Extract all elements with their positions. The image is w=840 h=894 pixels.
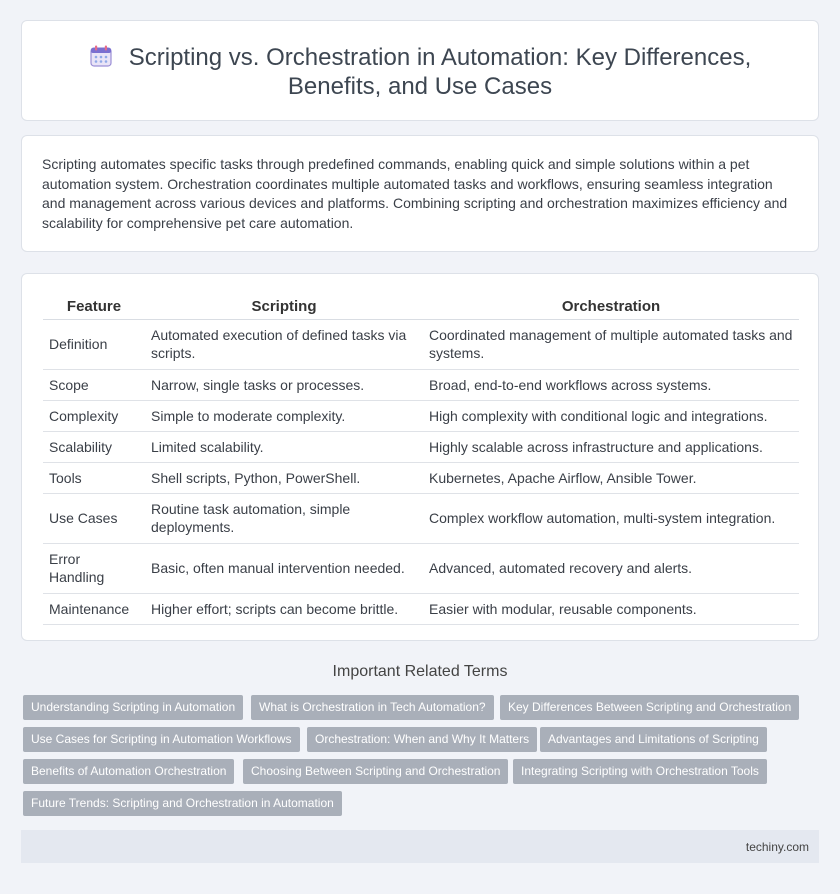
orchestration-cell: Advanced, automated recovery and alerts. bbox=[423, 543, 799, 593]
table-header-row bbox=[43, 295, 799, 319]
title-card bbox=[21, 20, 819, 121]
title-line-2: Benefits, and Use Cases bbox=[287, 73, 553, 100]
orchestration-cell: Highly scalable across infrastructure and applications. bbox=[423, 431, 799, 462]
table-row bbox=[43, 493, 799, 543]
scripting-cell: Narrow, single tasks or processes. bbox=[145, 369, 423, 400]
orchestration-cell: Easier with modular, reusable components. bbox=[423, 593, 799, 624]
related-tag[interactable]: Orchestration: When and Why It Matters bbox=[307, 727, 537, 752]
intro-paragraph: Scripting automates specific tasks through predefined commands, enabling quick and simple solutions within a pet automation system. Orchestration coordinates multiple automated tasks and workflows, ensuring seamless integration and management across various devices and platforms. Combining scripting and orchestration maximizes efficiency and scalability for comprehensive pet care automation. bbox=[42, 156, 788, 231]
scripting-cell: Basic, often manual intervention needed. bbox=[145, 543, 423, 593]
calendar-icon bbox=[89, 44, 113, 68]
scripting-cell: Routine task automation, simple deployments. bbox=[145, 493, 423, 543]
table-row bbox=[43, 319, 799, 369]
feature-cell: Error Handling bbox=[43, 543, 145, 593]
table-row bbox=[43, 593, 799, 624]
related-terms-title: Important Related Terms bbox=[332, 663, 508, 680]
feature-cell: Scope bbox=[43, 369, 145, 400]
table-row bbox=[43, 431, 799, 462]
table-row bbox=[43, 369, 799, 400]
footer bbox=[21, 830, 819, 863]
related-tag[interactable]: Benefits of Automation Orchestration bbox=[23, 759, 234, 784]
related-tag[interactable]: Advantages and Limitations of Scripting bbox=[540, 727, 767, 752]
related-tag[interactable]: Use Cases for Scripting in Automation Workflows bbox=[23, 727, 300, 752]
related-tag[interactable]: Choosing Between Scripting and Orchestration bbox=[243, 759, 508, 784]
scripting-cell: Automated execution of defined tasks via scripts. bbox=[145, 319, 423, 369]
table-row bbox=[43, 400, 799, 431]
orchestration-cell: Kubernetes, Apache Airflow, Ansible Tower. bbox=[423, 462, 799, 493]
feature-cell: Maintenance bbox=[43, 593, 145, 624]
orchestration-cell: Coordinated management of multiple automated tasks and systems. bbox=[423, 319, 799, 369]
feature-cell: Use Cases bbox=[43, 493, 145, 543]
orchestration-cell: High complexity with conditional logic and integrations. bbox=[423, 400, 799, 431]
title-line-1: Scripting vs. Orchestration in Automation: Key Differences, bbox=[128, 44, 752, 71]
related-tag[interactable]: What is Orchestration in Tech Automation? bbox=[251, 695, 494, 720]
header-orchestration: Orchestration bbox=[423, 295, 799, 319]
related-tag[interactable]: Future Trends: Scripting and Orchestration in Automation bbox=[23, 791, 342, 816]
table-row bbox=[43, 543, 799, 593]
feature-cell: Scalability bbox=[43, 431, 145, 462]
header-scripting: Scripting bbox=[145, 295, 423, 319]
comparison-table bbox=[43, 295, 799, 625]
related-tag[interactable]: Integrating Scripting with Orchestration Tools bbox=[513, 759, 767, 784]
comparison-table-card bbox=[21, 273, 819, 641]
feature-cell: Definition bbox=[43, 319, 145, 369]
scripting-cell: Higher effort; scripts can become brittle. bbox=[145, 593, 423, 624]
scripting-cell: Limited scalability. bbox=[145, 431, 423, 462]
page-title bbox=[22, 43, 818, 101]
related-tag[interactable]: Key Differences Between Scripting and Orchestration bbox=[500, 695, 799, 720]
orchestration-cell: Broad, end-to-end workflows across systems. bbox=[423, 369, 799, 400]
related-tag[interactable]: Understanding Scripting in Automation bbox=[23, 695, 243, 720]
orchestration-cell: Complex workflow automation, multi-system integration. bbox=[423, 493, 799, 543]
header-feature: Feature bbox=[43, 295, 145, 319]
scripting-cell: Shell scripts, Python, PowerShell. bbox=[145, 462, 423, 493]
feature-cell: Tools bbox=[43, 462, 145, 493]
footer-site: techiny.com bbox=[745, 840, 809, 854]
table-row bbox=[43, 462, 799, 493]
intro-card bbox=[21, 135, 819, 252]
scripting-cell: Simple to moderate complexity. bbox=[145, 400, 423, 431]
feature-cell: Complexity bbox=[43, 400, 145, 431]
